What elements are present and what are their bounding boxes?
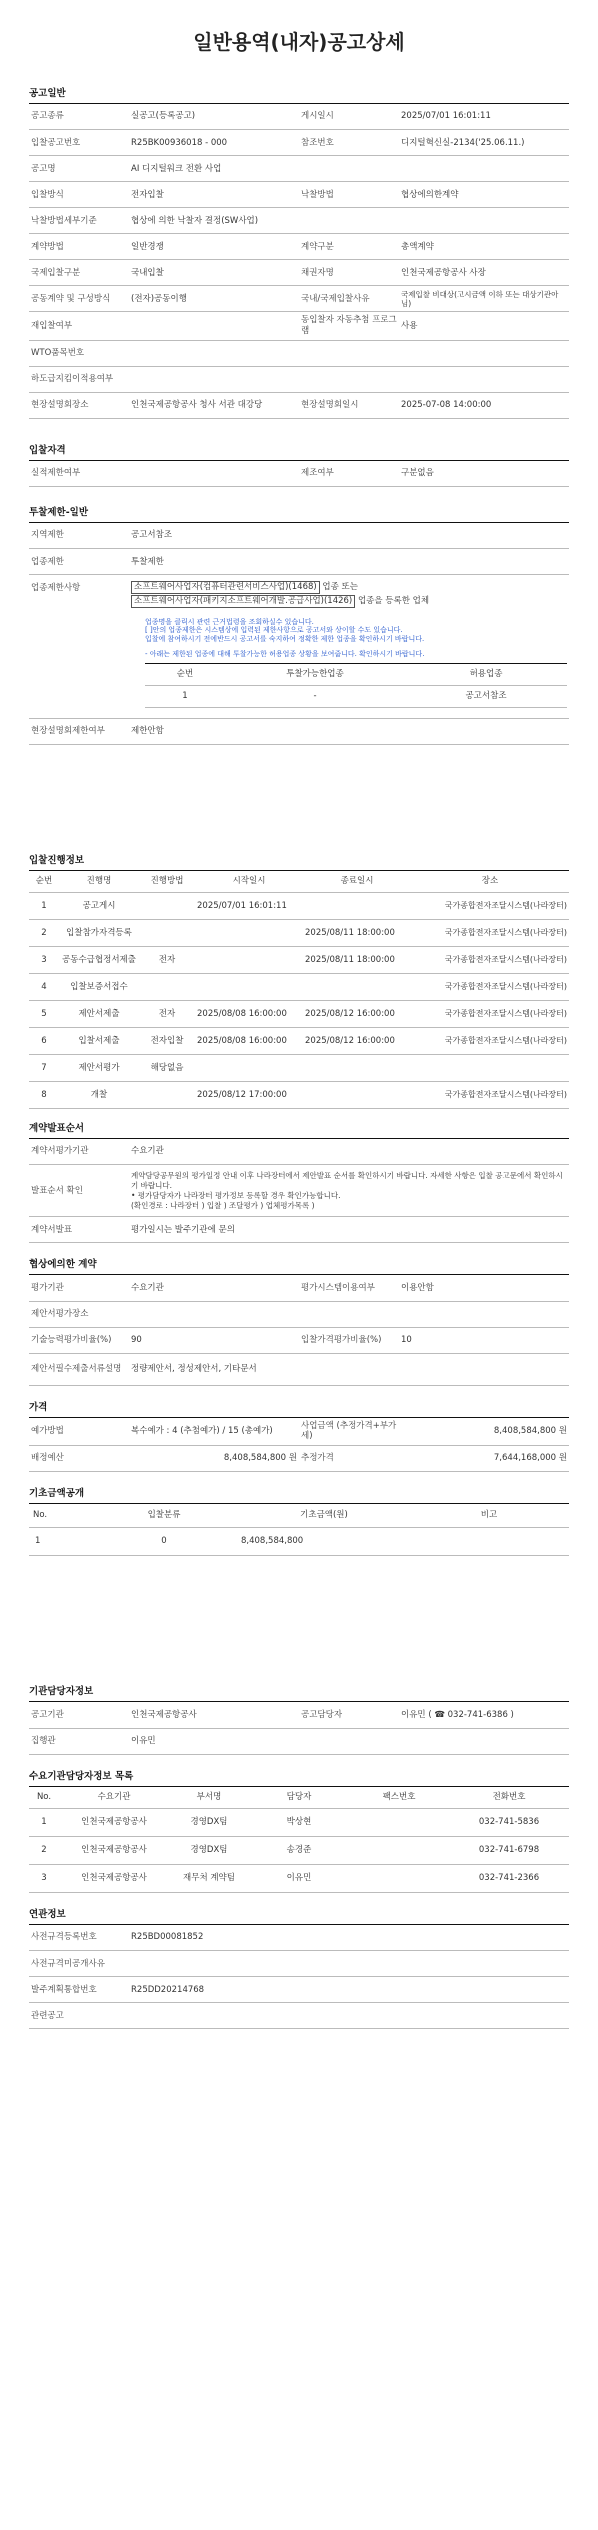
notice-field-label: 동입찰자 자동추첨 프로그램 xyxy=(299,312,399,340)
progress-cell: 2025/08/12 16:00:00 xyxy=(303,1001,411,1028)
section-heading-related: 연관정보 xyxy=(29,1909,66,1920)
base-header-class: 입찰분류 xyxy=(89,1504,239,1528)
restriction-table xyxy=(29,523,569,745)
eval-org-value: 수요기관 xyxy=(129,1275,299,1301)
progress-cell: 2025/08/08 16:00:00 xyxy=(195,1001,303,1028)
progress-cell: 공동수급협정서제출 xyxy=(59,947,139,974)
base-amount-table xyxy=(29,1504,569,1557)
notice-org-label: 공고기관 xyxy=(29,1702,129,1728)
demand-cell: 032-741-5836 xyxy=(449,1809,569,1837)
eval-system-label: 평가시스템이용여부 xyxy=(299,1275,399,1301)
notice-field-value: 인천국제공항공사 사장 xyxy=(399,260,569,286)
section-heading-notice: 공고일반 xyxy=(29,88,66,99)
notice-line-4: - 아래는 제한된 업종에 대해 투찰가능한 허용업종 상황을 보여줍니다. 확인하시기 바랍니다. xyxy=(145,649,425,658)
business-amount-value: 8,408,584,800 원 xyxy=(399,1418,569,1446)
notice-row xyxy=(29,286,569,312)
demand-cell xyxy=(349,1809,449,1837)
industry-detail-suffix-1: 업종 또는 xyxy=(319,582,358,593)
progress-cell: 1 xyxy=(29,893,59,920)
progress-cell: 제안서평가 xyxy=(59,1055,139,1082)
progress-cell: 전자 xyxy=(139,947,195,974)
industry-detail-label: 업종제한사항 xyxy=(29,575,129,718)
business-amount-label: 사업금액 (추정가격+부가세) xyxy=(299,1418,399,1446)
price-ratio-value: 10 xyxy=(399,1327,569,1353)
notice-table xyxy=(29,104,569,419)
notice-field-value: 총액계약 xyxy=(399,234,569,260)
progress-cell: 7 xyxy=(29,1055,59,1082)
prespec-reason-label: 사전규격미공개사유 xyxy=(29,1951,129,1977)
notice-row xyxy=(29,312,569,340)
progress-cell: 개찰 xyxy=(59,1082,139,1109)
progress-cell: 전자입찰 xyxy=(139,1028,195,1055)
manufacture-value: 구분없음 xyxy=(399,461,569,487)
related-notice-label: 관련공고 xyxy=(29,2003,129,2029)
qualification-label: 실적제한여부 xyxy=(29,461,129,487)
notice-field-value: 2025-07-08 14:00:00 xyxy=(399,392,569,418)
table-row xyxy=(29,920,569,947)
progress-cell xyxy=(303,893,411,920)
progress-header-place: 장소 xyxy=(411,871,569,893)
notice-field-label: WTO품목번호 xyxy=(29,340,129,366)
budget-value: 8,408,584,800 원 xyxy=(129,1445,299,1471)
progress-cell xyxy=(195,974,303,1001)
section-heading-qualification: 입찰자격 xyxy=(29,444,66,456)
progress-cell: 4 xyxy=(29,974,59,1001)
progress-cell: 2025/08/11 18:00:00 xyxy=(303,920,411,947)
demand-header-person: 담당자 xyxy=(249,1787,349,1809)
notice-row xyxy=(29,260,569,286)
table-row xyxy=(29,974,569,1001)
demand-table xyxy=(29,1787,569,1894)
progress-cell xyxy=(303,974,411,1001)
notice-field-label: 재입찰여부 xyxy=(29,312,129,340)
price-method-label: 예가방법 xyxy=(29,1418,129,1446)
progress-cell: 2025/07/01 16:01:11 xyxy=(195,893,303,920)
allowed-header-allowed: 허용업종 xyxy=(405,663,567,685)
related-table xyxy=(29,1925,569,2030)
notice-field-value: 협상에의한계약 xyxy=(399,182,569,208)
notice-field-label: 국내/국제입찰사유 xyxy=(299,286,399,312)
demand-header-fax: 팩스번호 xyxy=(349,1787,449,1809)
notice-row xyxy=(29,392,569,418)
site-restriction-label: 현장설명회제한여부 xyxy=(29,718,129,744)
progress-header-no: 순번 xyxy=(29,871,59,893)
notice-field-label: 참조번호 xyxy=(299,130,399,156)
progress-header-name: 진행명 xyxy=(59,871,139,893)
allowed-industry-table xyxy=(145,663,567,708)
manufacture-label: 제조여부 xyxy=(299,461,399,487)
prespec-reason-value xyxy=(129,1951,569,1977)
price-method-value: 복수예가 : 4 (추첨예가) / 15 (총예가) xyxy=(129,1418,299,1446)
progress-cell xyxy=(139,1082,195,1109)
industry-link-1426[interactable]: 소프트웨어사업자(패키지소프트웨어개발.공급사업)(1426) xyxy=(131,595,355,608)
price-table xyxy=(29,1418,569,1472)
related-notice-value xyxy=(129,2003,569,2029)
progress-cell: 전자 xyxy=(139,1001,195,1028)
notice-row xyxy=(29,182,569,208)
eval-place-label: 제안서평가장소 xyxy=(29,1301,129,1327)
notice-field-value: 일반경쟁 xyxy=(129,234,299,260)
notice-field-label: 계약구분 xyxy=(299,234,399,260)
eval-org-label: 평가기관 xyxy=(29,1275,129,1301)
notice-row xyxy=(29,366,569,392)
section-heading-base: 기초금액공개 xyxy=(29,1487,85,1499)
progress-cell: 국가종합전자조달시스템(나라장터) xyxy=(411,920,569,947)
notice-field-value: R25BK00936018 - 000 xyxy=(129,130,299,156)
notice-field-label: 공동계약 및 구성방식 xyxy=(29,286,129,312)
announce-present-label: 계약서발표 xyxy=(29,1217,129,1243)
announce-org-value: 수요기관 xyxy=(129,1139,569,1165)
table-row xyxy=(29,1028,569,1055)
region-label: 지역제한 xyxy=(29,523,129,549)
price-ratio-label: 입찰가격평가비율(%) xyxy=(299,1327,399,1353)
progress-cell: 국가종합전자조달시스템(나라장터) xyxy=(411,1082,569,1109)
industry-link-1468[interactable]: 소프트웨어사업자(컴퓨터관련서비스사업)(1468) xyxy=(131,581,320,594)
notice-field-value: 2025/07/01 16:01:11 xyxy=(399,104,569,130)
notice-org-value: 인천국제공항공사 xyxy=(129,1702,299,1728)
table-row: 1 - 공고서참조 xyxy=(145,685,567,707)
progress-table xyxy=(29,871,569,1110)
qualification-value xyxy=(129,461,299,487)
tech-ratio-label: 기술능력평가비율(%) xyxy=(29,1327,129,1353)
progress-cell xyxy=(303,1082,411,1109)
base-header-note: 비고 xyxy=(409,1504,569,1528)
announce-present-value: 평가일시는 발주기관에 문의 xyxy=(129,1217,569,1243)
notice-field-label: 현장설명회일시 xyxy=(299,392,399,418)
notice-field-label: 낙찰방법 xyxy=(299,182,399,208)
section-heading-negotiation: 협상에의한 계약 xyxy=(29,1259,97,1271)
site-restriction-value: 제한안함 xyxy=(129,718,569,744)
progress-cell: 2025/08/11 18:00:00 xyxy=(303,947,411,974)
order-plan-no-label: 발주계획통합번호 xyxy=(29,1977,129,2003)
demand-header-no: No. xyxy=(29,1787,59,1809)
progress-cell: 8 xyxy=(29,1082,59,1109)
progress-cell xyxy=(303,1055,411,1082)
progress-cell xyxy=(139,893,195,920)
progress-cell: 6 xyxy=(29,1028,59,1055)
progress-cell: 해당없음 xyxy=(139,1055,195,1082)
progress-header-method: 진행방법 xyxy=(139,871,195,893)
progress-cell: 국가종합전자조달시스템(나라장터) xyxy=(411,893,569,920)
demand-cell: 재무처 계약팀 xyxy=(169,1865,249,1893)
demand-cell: 인천국제공항공사 xyxy=(59,1837,169,1865)
section-heading-announce: 계약발표순서 xyxy=(29,1123,85,1134)
progress-cell: 국가종합전자조달시스템(나라장터) xyxy=(411,1001,569,1028)
demand-cell: 2 xyxy=(29,1837,59,1865)
demand-header-phone: 전화번호 xyxy=(449,1787,569,1809)
table-row xyxy=(29,1082,569,1109)
budget-label: 배정예산 xyxy=(29,1445,129,1471)
progress-cell xyxy=(139,920,195,947)
section-heading-restriction: 투찰제한-일반 xyxy=(29,507,89,518)
estimated-price-label: 추정가격 xyxy=(299,1445,399,1471)
notice-field-value: (전자)공동이행 xyxy=(129,286,299,312)
demand-cell xyxy=(349,1837,449,1865)
notice-field-label: 공고명 xyxy=(29,156,129,182)
progress-cell: 제안서제출 xyxy=(59,1001,139,1028)
demand-cell: 1 xyxy=(29,1809,59,1837)
notice-row xyxy=(29,340,569,366)
announce-order-label: 발표순서 확인 xyxy=(29,1165,129,1217)
notice-field-label: 하도급지킴이적용여부 xyxy=(29,366,129,392)
notice-field-value: 실공고(등록공고) xyxy=(129,104,299,130)
demand-cell: 박상현 xyxy=(249,1809,349,1837)
prespec-no-value: R25BD00081852 xyxy=(129,1925,569,1951)
demand-cell: 이유민 xyxy=(249,1865,349,1893)
notice-field-label: 입찰방식 xyxy=(29,182,129,208)
notice-field-label: 현장설명회장소 xyxy=(29,392,129,418)
demand-cell: 송경준 xyxy=(249,1837,349,1865)
demand-cell: 경영DX팀 xyxy=(169,1809,249,1837)
progress-cell: 2 xyxy=(29,920,59,947)
eval-place-value xyxy=(129,1301,569,1327)
announce-order-value: 계약담당공무원의 평가일정 안내 이후 나라장터에서 제안발표 순서를 확인하시기 바랍니다. 자세한 사항은 입찰 공고문에서 확인하시기 바랍니다. • 평가담당자가 나라장터 평가정보 등록할 경우 확인가능합니다. (확인경로 : 나라장터 ) 입찰 ) 조달평가 ) 업체평가목록 ) xyxy=(129,1165,569,1217)
demand-cell xyxy=(349,1865,449,1893)
base-header-no: No. xyxy=(29,1504,89,1528)
notice-field-value: 디지털혁신실-2134('25.06.11.) xyxy=(399,130,569,156)
notice-officer-label: 공고담당자 xyxy=(299,1702,399,1728)
progress-cell xyxy=(195,947,303,974)
progress-cell: 국가종합전자조달시스템(나라장터) xyxy=(411,947,569,974)
officer-table xyxy=(29,1702,569,1755)
industry-detail-suffix-2: 업종을 등록한 업체 xyxy=(355,596,430,606)
progress-cell xyxy=(139,974,195,1001)
table-row xyxy=(29,1001,569,1028)
table-row xyxy=(29,893,569,920)
demand-cell: 032-741-2366 xyxy=(449,1865,569,1893)
notice-field-value xyxy=(129,312,299,340)
table-row: 1 0 8,408,584,800 xyxy=(29,1528,569,1556)
section-heading-progress: 입찰진행정보 xyxy=(29,854,85,866)
notice-officer-value: 이유민 ( ☎ 032-741-6386 ) xyxy=(399,1702,569,1728)
notice-line-2: [ ]안의 업종제한은 시스템상에 입력된 제한사항으로 공고서와 상이할 수도 있습니다. xyxy=(145,626,403,635)
announce-org-label: 계약서평가기관 xyxy=(29,1139,129,1165)
region-value: 공고서참조 xyxy=(129,523,569,549)
progress-cell xyxy=(195,920,303,947)
notice-field-value: 전자입찰 xyxy=(129,182,299,208)
demand-cell: 인천국제공항공사 xyxy=(59,1809,169,1837)
allowed-header-industry: 투찰가능한업종 xyxy=(225,663,405,685)
notice-row xyxy=(29,208,569,234)
progress-cell xyxy=(195,1055,303,1082)
progress-cell: 3 xyxy=(29,947,59,974)
notice-row xyxy=(29,130,569,156)
executor-label: 집행관 xyxy=(29,1728,129,1754)
notice-field-value: 사용 xyxy=(399,312,569,340)
notice-field-value: AI 디지털워크 전환 사업 xyxy=(129,156,569,182)
progress-cell: 국가종합전자조달시스템(나라장터) xyxy=(411,974,569,1001)
eval-system-value: 이용안함 xyxy=(399,1275,569,1301)
demand-header-org: 수요기관 xyxy=(59,1787,169,1809)
allowed-header-no: 순번 xyxy=(145,663,225,685)
progress-header-end: 종료일시 xyxy=(303,871,411,893)
progress-cell: 5 xyxy=(29,1001,59,1028)
page-title: 일반용역(내자)공고상세 xyxy=(193,30,405,54)
progress-cell: 2025/08/12 16:00:00 xyxy=(303,1028,411,1055)
prespec-no-label: 사전규격등록번호 xyxy=(29,1925,129,1951)
demand-cell: 3 xyxy=(29,1865,59,1893)
estimated-price-value: 7,644,168,000 원 xyxy=(399,1445,569,1471)
announce-table xyxy=(29,1139,569,1244)
notice-field-value: 협상에 의한 낙찰자 결정(SW사업) xyxy=(129,208,569,234)
industry-value: 투찰제한 xyxy=(129,549,569,575)
demand-cell: 경영DX팀 xyxy=(169,1837,249,1865)
table-row xyxy=(29,1837,569,1865)
section-heading-officer: 기관담당자정보 xyxy=(29,1686,94,1698)
notice-field-value: 인천국제공항공사 청사 서관 대강당 xyxy=(129,392,299,418)
notice-field-label: 입찰공고번호 xyxy=(29,130,129,156)
section-heading-price: 가격 xyxy=(29,1401,48,1413)
notice-field-label: 채권자명 xyxy=(299,260,399,286)
required-docs-value: 정량제안서, 정성제안서, 기타문서 xyxy=(129,1353,569,1385)
demand-header-dept: 부서명 xyxy=(169,1787,249,1809)
table-row xyxy=(29,1809,569,1837)
notice-field-label: 국제입찰구분 xyxy=(29,260,129,286)
executor-value: 이유민 xyxy=(129,1728,569,1754)
progress-cell: 국가종합전자조달시스템(나라장터) xyxy=(411,1028,569,1055)
notice-field-label: 공고종류 xyxy=(29,104,129,130)
table-row xyxy=(29,947,569,974)
table-row xyxy=(29,1865,569,1893)
progress-cell: 2025/08/08 16:00:00 xyxy=(195,1028,303,1055)
progress-cell: 입찰서제출 xyxy=(59,1028,139,1055)
table-row xyxy=(29,1055,569,1082)
notice-field-label: 계약방법 xyxy=(29,234,129,260)
notice-field-label: 낙찰방법세부기준 xyxy=(29,208,129,234)
progress-cell xyxy=(411,1055,569,1082)
progress-cell: 2025/08/12 17:00:00 xyxy=(195,1082,303,1109)
industry-label: 업종제한 xyxy=(29,549,129,575)
notice-row xyxy=(29,104,569,130)
progress-cell: 공고게시 xyxy=(59,893,139,920)
demand-cell: 032-741-6798 xyxy=(449,1837,569,1865)
notice-row xyxy=(29,234,569,260)
notice-field-label: 게시일시 xyxy=(299,104,399,130)
tech-ratio-value: 90 xyxy=(129,1327,299,1353)
progress-header-start: 시작일시 xyxy=(195,871,303,893)
base-header-amount: 기초금액(원) xyxy=(239,1504,409,1528)
negotiation-table xyxy=(29,1275,569,1386)
progress-cell: 입찰참가자격등록 xyxy=(59,920,139,947)
qualification-table xyxy=(29,461,569,488)
progress-cell: 입찰보증서접수 xyxy=(59,974,139,1001)
notice-field-value xyxy=(129,366,569,392)
section-heading-demand: 수요기관담당자정보 목록 xyxy=(29,1770,134,1782)
notice-field-value xyxy=(129,340,569,366)
required-docs-label: 제안서필수제출서류설명 xyxy=(29,1353,129,1385)
demand-cell: 인천국제공항공사 xyxy=(59,1865,169,1893)
notice-field-value: 국내입찰 xyxy=(129,260,299,286)
notice-row xyxy=(29,156,569,182)
notice-field-value: 국제입찰 비대상(고시금액 이하 또는 대상기관아님) xyxy=(399,286,569,312)
notice-line-3: 입찰에 참여하시기 전에반드시 공고서를 숙지하여 정확한 제한 업종을 확인하시기 바랍니다. xyxy=(145,635,425,644)
notice-line-1: 업종명을 클릭시 관련 근거법령을 조회하실수 있습니다. xyxy=(145,617,314,626)
order-plan-no-value: R25DD20214768 xyxy=(129,1977,569,2003)
